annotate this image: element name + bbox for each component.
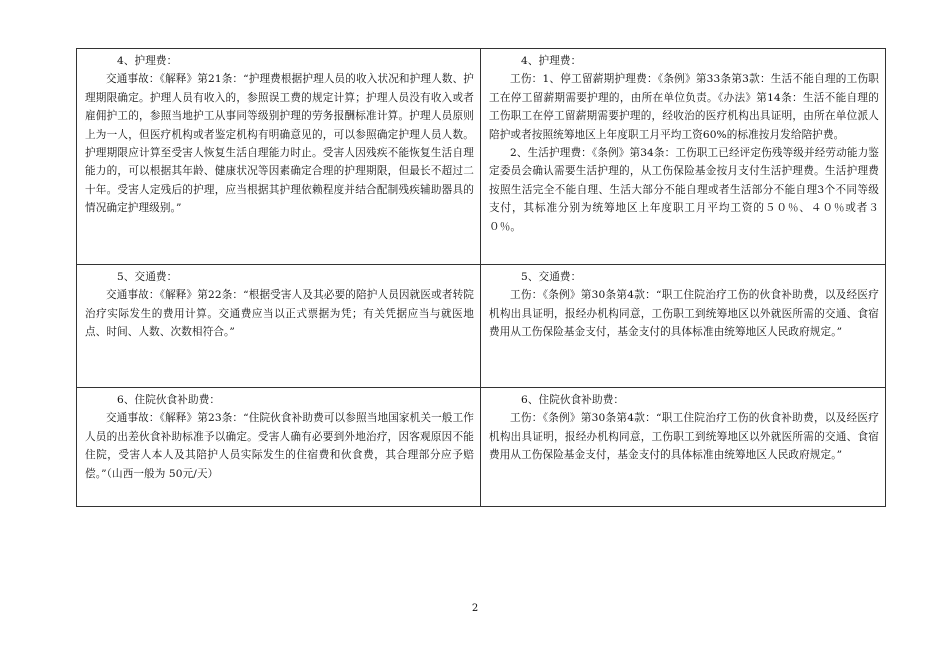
cell-injury-nursing-fee bbox=[481, 49, 886, 265]
table-row-nursing-fee bbox=[77, 49, 886, 265]
paragraph: 交通事故：《解释》第23条：“住院伙食补助费可以参照当地国家机关一般工作人员的出差伙食补助标准予以确定。受害人确有必要到外地治疗，因客观原因不能住院，受害人本人及其陪护人员实际发生的住宿费和伙食费，其合理部分应予赔偿。”（山西一般为 50元/天） bbox=[85, 412, 474, 480]
section-heading: 6、住院伙食补助费： bbox=[117, 394, 221, 406]
section-heading: 5、交通费： bbox=[521, 271, 582, 283]
cell-injury-meal-allowance bbox=[481, 388, 886, 507]
comparison-table bbox=[76, 48, 886, 507]
section-heading: 5、交通费： bbox=[117, 271, 178, 283]
table-row-transport-fee bbox=[77, 265, 886, 388]
cell-traffic-transport-fee bbox=[77, 265, 481, 388]
paragraph: 工伤：《条例》第30条第4款：“职工住院治疗工伤的伙食补助费，以及经医疗机构出具证明，报经办机构同意，工伤职工到统筹地区以外就医所需的交通、食宿费用从工伤保险基金支付，基金支付的具体标准由统筹地区人民政府规定。” bbox=[489, 412, 879, 462]
section-heading: 6、住院伙食补助费： bbox=[521, 394, 625, 406]
paragraph: 交通事故：《解释》第21条：“护理费根据护理人员的收入状况和护理人数、护理期限确定。护理人员有收入的，参照误工费的规定计算；护理人员没有收入或者雇佣护工的，参照当地护工从事同等级别护理的劳务报酬标准计算。护理人员原则上为一人，但医疗机构或者鉴定机构有明确意见的，可以参照确定护理人员人数。护理期限应计算至受害人恢复生活自理能力时止。受害人因残疾不能恢复生活自理能力的，可以根据其年龄、健康状况等因素确定合理的护理期限，但最长不超过二十年。受害人定残后的护理，应当根据其护理依赖程度并结合配制残疾辅助器具的情况确定护理级别。” bbox=[85, 73, 474, 215]
paragraph: 2、生活护理费：《条例》第34条：工伤职工已经评定伤残等级并经劳动能力鉴定委员会确认需要生活护理的，从工伤保险基金按月支付生活护理费。生活护理费按照生活完全不能自理、生活大部分不能自理或者生活部分不能自理3个不同等级支付，其标准分别为统筹地区上年度职工月平均工资的５０％、４０％或者３０％。 bbox=[489, 147, 879, 233]
cell-injury-transport-fee bbox=[481, 265, 886, 388]
page-number: 2 bbox=[471, 603, 479, 614]
paragraph: 交通事故：《解释》第22条：“根据受害人及其必要的陪护人员因就医或者转院治疗实际发生的费用计算。交通费应当以正式票据为凭；有关凭据应当与就医地点、时间、人数、次数相符合。” bbox=[85, 289, 474, 339]
paragraph: 工伤：1、停工留薪期护理费：《条例》第33条第3款：生活不能自理的工伤职工在停工留薪期需要护理的，由所在单位负责。《办法》第14条：生活不能自理的工伤职工在停工留薪期需要护理的，经收治的医疗机构出具证明，由所在单位派人陪护或者按照统筹地区上年度职工月平均工资60%的标准按月发给陪护费。 bbox=[489, 73, 879, 141]
cell-traffic-nursing-fee bbox=[77, 49, 481, 265]
section-heading: 4、护理费： bbox=[117, 55, 178, 67]
cell-traffic-meal-allowance bbox=[77, 388, 481, 507]
section-heading: 4、护理费： bbox=[521, 55, 582, 67]
table-row-meal-allowance bbox=[77, 388, 886, 507]
paragraph: 工伤：《条例》第30条第4款：“职工住院治疗工伤的伙食补助费，以及经医疗机构出具证明，报经办机构同意，工伤职工到统筹地区以外就医所需的交通、食宿费用从工伤保险基金支付，基金支付的具体标准由统筹地区人民政府规定。” bbox=[489, 289, 879, 339]
